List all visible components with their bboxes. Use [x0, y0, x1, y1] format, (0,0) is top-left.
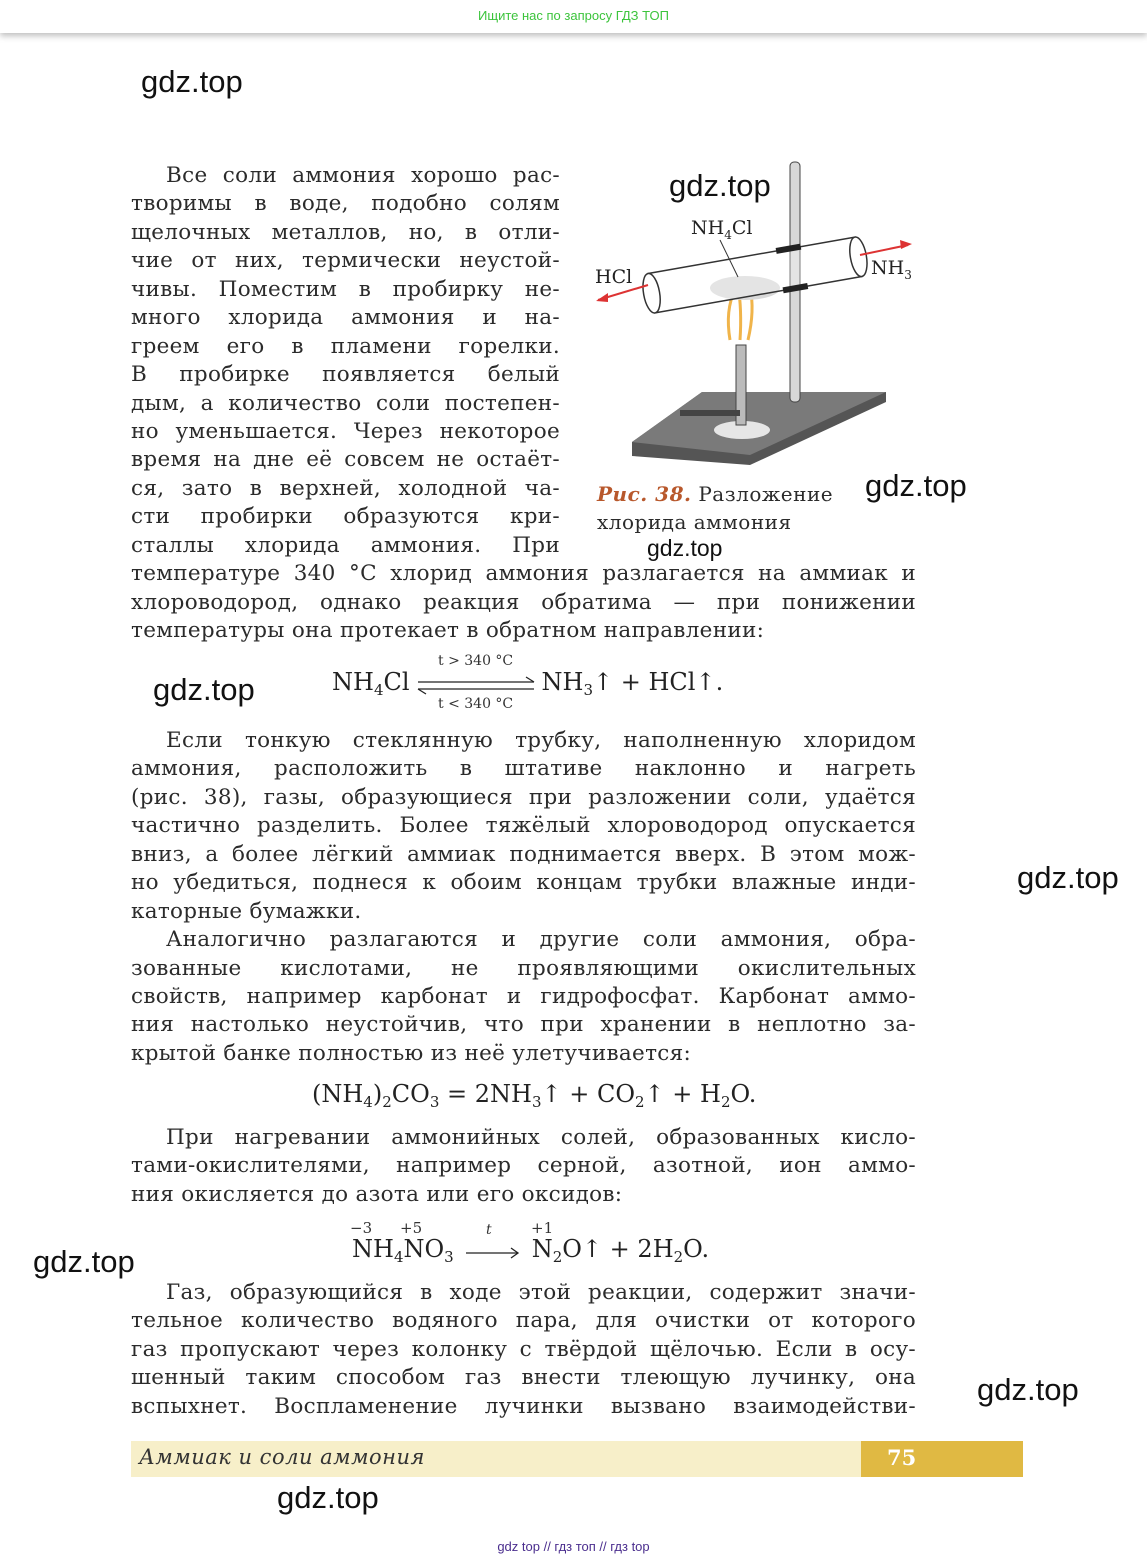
text-line: свойств, например карбонат и гидрофосфат. Карбонат аммо- — [131, 983, 916, 1009]
figure-caption: Рис. 38. Разложение хлорида аммония — [597, 482, 834, 534]
text-line: дым, а количество соли постепен- — [131, 390, 560, 416]
text-line: время на дне её совсем не остаёт- — [131, 447, 560, 473]
condition-reverse: t < 340 °C — [438, 696, 514, 712]
text-line: ся, зато в верхней, холодной ча- — [131, 475, 560, 501]
oxidation-state: −3 — [350, 1219, 373, 1237]
watermark: gdz.top — [865, 468, 967, 503]
watermark: gdz.top — [141, 64, 243, 99]
text-line: Газ, образующийся в ходе этой реакции, содержит значи- — [166, 1280, 916, 1305]
text-line: газ пропускают через колонку с твёрдой щёлочью. Если в осу- — [131, 1336, 916, 1362]
paragraph-1 — [131, 162, 916, 645]
text-line: чие от них, термически неустой- — [131, 248, 560, 274]
text-line: шенный таким способом газ внести тлеющую лучинку, она — [131, 1365, 916, 1391]
figure-label-nh4cl: $NH_4Cl$ — [691, 217, 753, 242]
text-line: сти пробирки образуются кри- — [131, 504, 560, 530]
equation-nh4cl-decomposition: $NH_4Cl$ $NH_3↑$ + HCl↑. — [332, 668, 724, 699]
paragraph-2 — [131, 727, 916, 1068]
equation-ammonium-carbonate: $(NH_4)_2CO_3$ = $2NH_3↑$ + $CO_2↑ + H_2O$. — [312, 1080, 757, 1111]
footer-links[interactable]: gdz top // гдз топ // гдз top — [497, 1539, 650, 1554]
text-line: щелочных металлов, но, в отли- — [131, 219, 560, 245]
figure-label-nh3: $NH_3$ — [871, 257, 912, 282]
text-line: творимы в воде, подобно солям — [131, 191, 560, 217]
text-line: зованные кислотами, не проявляющими окислительных — [131, 955, 916, 981]
text-line: вспыхнет. Воспламенение лучинки вызвано взаимодействи- — [131, 1393, 916, 1419]
text-line: Если тонкую стеклянную трубку, наполненную хлоридом — [166, 728, 916, 753]
text-line: аммония, расположить в штативе наклонно и нагреть — [131, 756, 916, 782]
text-line: Все соли аммония хорошо рас- — [166, 163, 560, 188]
text-line: греем его в пламени горелки. — [131, 333, 560, 359]
condition-forward: t > 340 °C — [438, 653, 514, 669]
arrow-right-icon — [464, 1241, 522, 1261]
text-line: чивы. Поместим в пробирку не- — [131, 276, 560, 302]
oxidation-state: +1 — [531, 1219, 554, 1237]
text-line: (рис. 38), газы, образующиеся при разложении соли, удаётся — [131, 784, 916, 810]
chapter-footer — [131, 1441, 861, 1477]
text-line: температуре 340 °C хлорид аммония разлагается на аммиак и — [131, 561, 916, 587]
text-line: сталлы хлорида аммония. При — [131, 532, 560, 558]
top-banner — [0, 0, 1147, 33]
watermark: gdz.top — [33, 1244, 135, 1279]
page-number: 75 — [887, 1445, 917, 1470]
paragraph-4 — [131, 1279, 916, 1421]
figure-number: Рис. 38. — [597, 482, 692, 506]
watermark: gdz.top — [277, 1480, 379, 1515]
banner-text: Ищите нас по запросу ГДЗ ТОП — [478, 8, 669, 23]
text-line: Аналогично разлагаются и другие соли аммония, обра- — [166, 927, 916, 953]
oxidation-state: +5 — [400, 1219, 423, 1237]
watermark: gdz.top — [1017, 860, 1119, 895]
text-line: тами-окислителями, например серной, азотной, ион аммо- — [131, 1153, 916, 1179]
chapter-title: Аммиак и соли аммония — [139, 1445, 425, 1469]
text-line: ния окисляется до азота или его оксидов: — [131, 1181, 623, 1207]
page-number-box — [861, 1441, 1023, 1477]
equation-ammonium-nitrate: $NH_4NO_3$ $N_2O↑ + 2H_2O$. — [352, 1235, 710, 1266]
watermark: gdz.top — [669, 168, 771, 203]
text-line: хлороводород, однако реакция обратима — при понижении — [131, 589, 916, 615]
text-line: В пробирке появляется белый — [131, 362, 560, 388]
text-line: температуры она протекает в обратном направлении: — [131, 618, 765, 643]
text-line: ния настолько неустойчив, что при хранении в неплотно за- — [131, 1012, 916, 1038]
text-line: тельное количество водяного пара, для очистки от которого — [131, 1308, 916, 1334]
text-line: но уменьшается. Через некоторое — [131, 418, 560, 444]
watermark: gdz.top — [977, 1372, 1079, 1407]
text-line: каторные бумажки. — [131, 898, 362, 924]
figure-label-hcl: HCl — [595, 266, 633, 288]
text-line: частично разделить. Более тяжёлый хлороводород опускается — [131, 813, 916, 839]
reversible-arrow-icon — [414, 674, 538, 694]
text-line: но убедиться, поднеся к обоим концам трубки влажные инди- — [131, 870, 916, 896]
text-line: много хлорида аммония и на- — [131, 305, 560, 331]
paragraph-3 — [131, 1124, 916, 1209]
watermark: gdz.top — [647, 535, 723, 561]
text-line: крытой банке полностью из неё улетучивается: — [131, 1040, 692, 1066]
condition-heat: t — [486, 1222, 492, 1238]
text-line: вниз, а более лёгкий аммиак поднимается вверх. В этом мож- — [131, 841, 916, 867]
watermark: gdz.top — [153, 672, 255, 707]
text-line: При нагревании аммонийных солей, образованных кисло- — [166, 1125, 916, 1150]
